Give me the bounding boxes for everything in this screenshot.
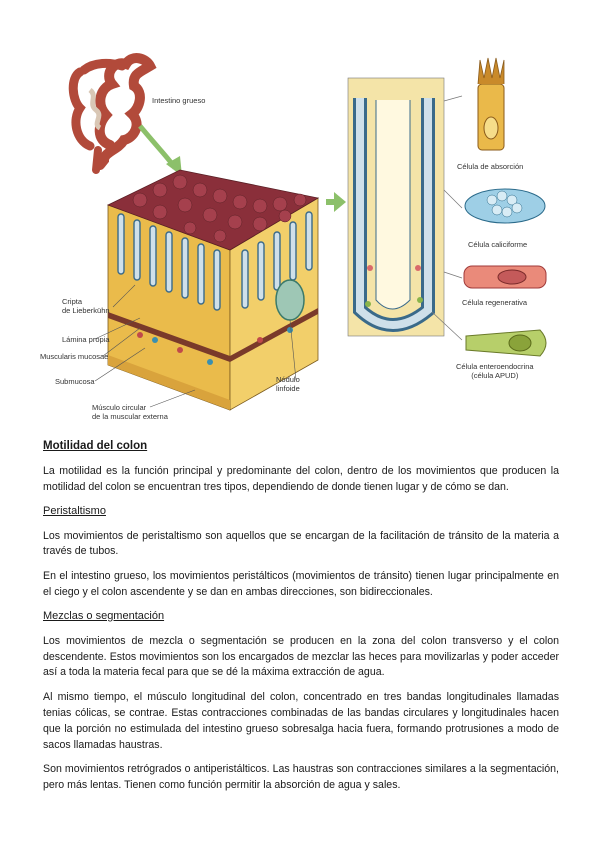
intro-paragraph: La motilidad es la función principal y predominante del colon, dentro de los movimientos que producen la motilidad del colon se encuentran tres tipos, dependiendo de donde tienen lugar y de cómo se dan. [43, 465, 559, 493]
paragraph: En el intestino grueso, los movimientos peristálticos (movimientos de tránsito) tienen lugar principalmente en el ciego y el colon ascendente y se dan en ambas direcciones, son bidireccionales. [43, 570, 559, 598]
regenerative-cell-drawing [464, 266, 546, 288]
paragraph: Los movimientos de peristaltismo son aquellos que se encargan de la facilitación de tránsito de la materia a través de tubos. [43, 529, 559, 558]
absorption-cell-drawing [478, 58, 504, 150]
label-submucosa: Submucosa [55, 377, 95, 386]
label-celula-regenerativa: Célula regenerativa [462, 298, 528, 307]
goblet-cell-drawing [465, 189, 545, 223]
label-nodulo-line2: linfoide [276, 384, 300, 393]
label-enteroendocrina-line2: (célula APUD) [471, 371, 519, 380]
label-intestino-grueso: Intestino grueso [152, 96, 206, 105]
colon-drawing [73, 58, 150, 170]
paragraph: Son movimientos retrógrados o antiperistálticos. Las haustras son contracciones similares a la segmentación, pero más lentas. Tienen como función permitir la absorción de agua y sales. [43, 763, 559, 792]
enteroendocrine-cell-drawing [466, 330, 546, 356]
label-cripta-line2: de Lieberkühn [62, 306, 110, 315]
label-musculo-circular-line2: de la muscular externa [92, 412, 168, 421]
paragraph: Los movimientos de mezcla o segmentación se producen en la zona del colon transverso y el colon descendente. Estos movimientos son los encargados de mezclar las heces para movilizarlas y poder acceder así a toda la materia fecal para que se dé la máxima extracción de agua. [43, 634, 559, 679]
label-celula-enteroendocrina [456, 362, 534, 380]
label-lamina-propia: Lámina propia [62, 335, 110, 344]
label-celula-absorcion: Célula de absorción [457, 162, 524, 171]
label-muscularis-mucosae: Muscularis mucosae [40, 352, 109, 361]
label-musculo-circular [92, 403, 168, 421]
label-cripta [62, 297, 110, 315]
paragraph: Al mismo tiempo, el músculo longitudinal del colon, concentrado en tres bandas longitudinales llamadas tenias cólicas, se contrae. Estas contracciones combinadas de las bandas circulares y longitudinales hacen que la porción no estimulada del intestino grueso sobresalga hacia fuera, formando protrusiones a modo de sacos llamadas haustras. [43, 691, 559, 751]
crypt-detail [348, 78, 444, 336]
tissue-block [108, 170, 318, 410]
document-body [43, 440, 559, 803]
subsection-heading-mezclas: Mezclas o segmentación [43, 609, 165, 622]
subsection-heading-peristaltismo: Peristaltismo [43, 504, 106, 517]
section-title: Motilidad del colon [43, 440, 148, 452]
label-cripta-line1: Cripta [62, 297, 83, 306]
label-enteroendocrina-line1: Célula enteroendocrina [456, 362, 534, 371]
label-celula-caliciforme: Célula caliciforme [468, 240, 528, 249]
label-musculo-circular-line1: Músculo circular [92, 403, 147, 412]
label-nodulo-linfoide [276, 375, 300, 393]
label-nodulo-line1: Nódulo [276, 375, 300, 384]
